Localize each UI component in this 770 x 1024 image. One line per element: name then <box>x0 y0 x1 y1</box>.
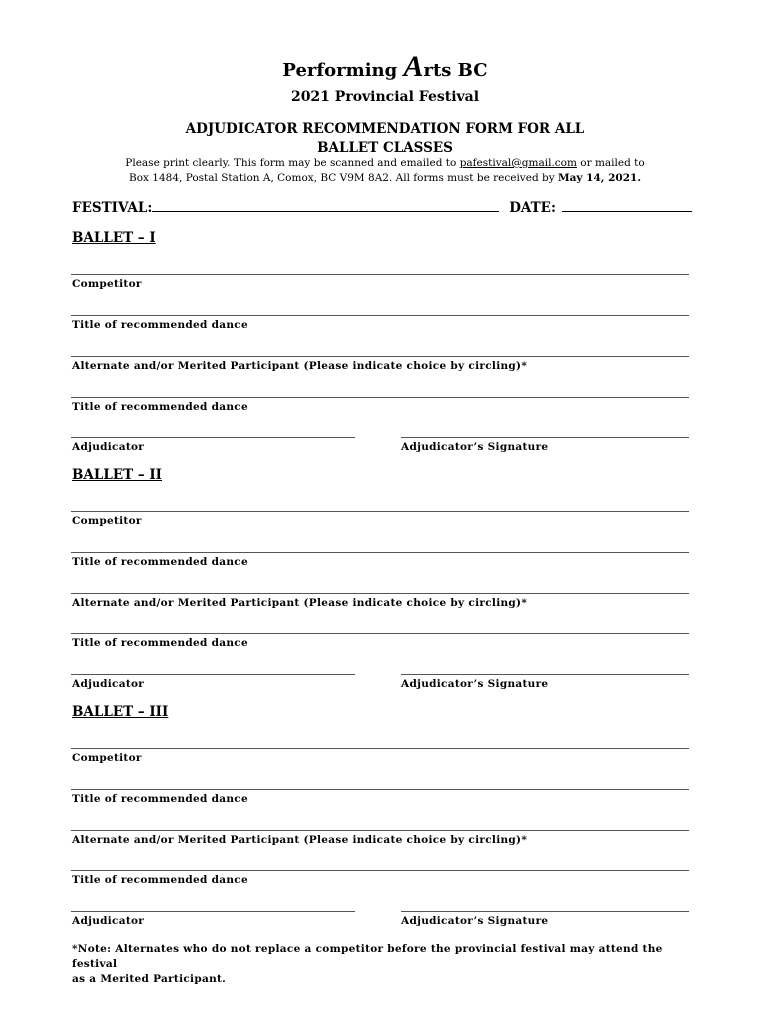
email-link[interactable]: pafestival@gmail.com <box>459 157 577 169</box>
festival-field[interactable] <box>152 198 499 212</box>
signature-field[interactable] <box>401 674 689 675</box>
instructions-text-2: or mailed to <box>576 157 645 169</box>
section-heading-ballet-1: BALLET – I <box>72 230 156 246</box>
org-title-stylized-letter: A <box>403 50 424 83</box>
signature-label: Adjudicator’s Signature <box>401 441 549 453</box>
instructions <box>0 156 770 186</box>
competitor-field[interactable] <box>71 511 689 512</box>
dance-title-field[interactable] <box>71 315 689 316</box>
adjudicator-field[interactable] <box>71 674 355 675</box>
adjudicator-label: Adjudicator <box>72 441 145 453</box>
alternate-label: Alternate and/or Merited Participant (Please indicate choice by circling)* <box>72 360 528 372</box>
competitor-field[interactable] <box>71 274 689 275</box>
header <box>0 50 770 105</box>
form-title-line-2: BALLET CLASSES <box>317 140 453 156</box>
alternate-dance-title-field[interactable] <box>71 397 689 398</box>
form-title-line-1: ADJUDICATOR RECOMMENDATION FORM FOR ALL <box>185 121 585 137</box>
alternate-dance-title-label: Title of recommended dance <box>72 637 248 649</box>
adjudicator-label: Adjudicator <box>72 678 145 690</box>
competitor-label: Competitor <box>72 515 142 527</box>
section-heading-ballet-2: BALLET – II <box>72 467 162 483</box>
alternate-label: Alternate and/or Merited Participant (Please indicate choice by circling)* <box>72 597 528 609</box>
adjudicator-label: Adjudicator <box>72 915 145 927</box>
adjudicator-field[interactable] <box>71 437 355 438</box>
signature-label: Adjudicator’s Signature <box>401 678 549 690</box>
festival-date-row <box>72 198 692 216</box>
instructions-address: Box 1484, Postal Station A, Comox, BC V9M 8A2. All forms must be received by <box>129 172 558 184</box>
dance-title-label: Title of recommended dance <box>72 793 248 805</box>
footnote-line-1: *Note: Alternates who do not replace a competitor before the provincial festival may attend the festival <box>72 943 663 970</box>
date-label: DATE: <box>509 200 556 216</box>
alternate-field[interactable] <box>71 593 689 594</box>
dance-title-field[interactable] <box>71 789 689 790</box>
festival-label: FESTIVAL: <box>72 200 153 216</box>
org-title-suffix: rts BC <box>423 60 488 81</box>
alternate-dance-title-label: Title of recommended dance <box>72 401 248 413</box>
dance-title-field[interactable] <box>71 552 689 553</box>
dance-title-label: Title of recommended dance <box>72 556 248 568</box>
alternate-field[interactable] <box>71 356 689 357</box>
adjudicator-field[interactable] <box>71 911 355 912</box>
alternate-label: Alternate and/or Merited Participant (Please indicate choice by circling)* <box>72 834 528 846</box>
festival-subtitle: 2021 Provincial Festival <box>290 89 480 105</box>
deadline: May 14, 2021. <box>558 172 641 184</box>
alternate-dance-title-label: Title of recommended dance <box>72 874 248 886</box>
alternate-field[interactable] <box>71 830 689 831</box>
date-field[interactable] <box>562 198 692 212</box>
competitor-label: Competitor <box>72 278 142 290</box>
signature-label: Adjudicator’s Signature <box>401 915 549 927</box>
alternate-dance-title-field[interactable] <box>71 870 689 871</box>
footnote <box>72 942 702 987</box>
section-heading-ballet-3: BALLET – III <box>72 704 169 720</box>
competitor-field[interactable] <box>71 748 689 749</box>
organization-title <box>0 50 770 86</box>
competitor-label: Competitor <box>72 752 142 764</box>
alternate-dance-title-field[interactable] <box>71 633 689 634</box>
footnote-line-2: as a Merited Participant. <box>72 973 227 985</box>
org-title-prefix: Performing <box>282 60 404 81</box>
signature-field[interactable] <box>401 437 689 438</box>
form-title <box>0 120 770 158</box>
instructions-text-1: Please print clearly. This form may be scanned and emailed to <box>125 157 460 169</box>
signature-field[interactable] <box>401 911 689 912</box>
dance-title-label: Title of recommended dance <box>72 319 248 331</box>
